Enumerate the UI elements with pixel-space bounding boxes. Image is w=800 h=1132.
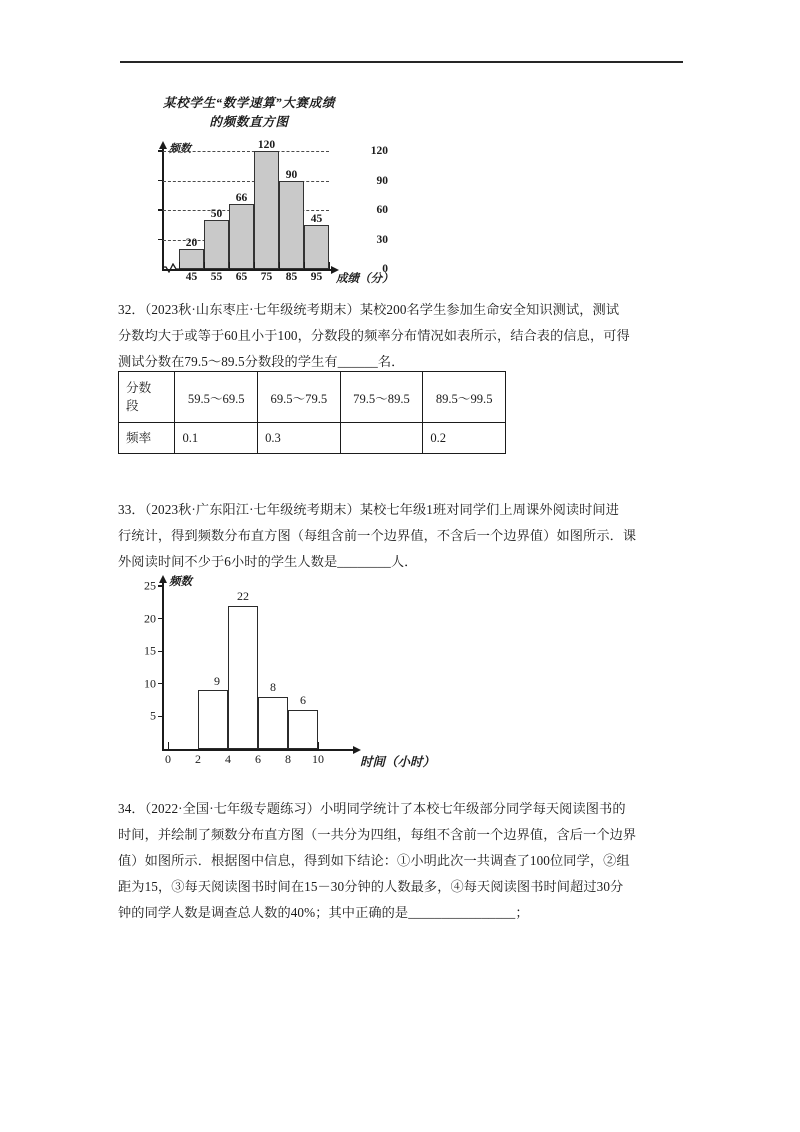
- chart1-bar-95: [304, 225, 329, 269]
- chart-frequency-histogram-speed-math: [118, 94, 394, 286]
- chart1-y-tickmark-30: [158, 239, 163, 240]
- question-34-line-3: 值）如图所示．根据图中信息，得到如下结论：①小明此次一共调查了100位同学，②组: [118, 853, 630, 868]
- chart2-y-tickmark-5: [158, 716, 163, 717]
- chart2-y-tickmark-20: [158, 618, 163, 619]
- chart1-gridline-120: [163, 151, 329, 152]
- question-32-text: [118, 297, 684, 375]
- chart1-x-tickmark-2: [229, 262, 230, 270]
- question-32-line-3: 测试分数在79.5～89.5分数段的学生有______名．: [118, 354, 405, 369]
- question-33-line-2: 行统计，得到频数分布直方图（每组含前一个边界值，不含后一个边界值）如图所示．课: [118, 528, 637, 543]
- chart1-plot-area: [118, 139, 394, 286]
- question-32-line-2: 分数均大于或等于60且小于100，分数段的频率分布情况如表所示，结合表的信息，可得: [118, 328, 630, 343]
- table-cell-frequency-2: [340, 423, 423, 454]
- chart1-x-tickmark-0: [179, 262, 180, 270]
- chart1-x-tickmark-3: [254, 262, 255, 270]
- chart2-x-tick-6: 6: [255, 752, 261, 766]
- chart2-bar-4-6: [228, 606, 258, 749]
- chart1-y-tick-0: 0: [382, 263, 388, 275]
- chart2-x-tickmark-10: [318, 742, 319, 750]
- chart1-title-line2: 的频数直方图: [209, 115, 289, 129]
- chart2-x-tickmark-0: [168, 742, 169, 750]
- chart1-y-axis-label: 频数: [169, 143, 191, 155]
- question-34-line-2: 时间，并绘制了频数分布直方图（一共分为四组，每组不含前一个边界值，含后一个边界: [118, 827, 637, 842]
- table-cell-frequency-1: 0.3: [258, 423, 341, 454]
- chart1-y-tickmark-120: [158, 150, 163, 151]
- question-34-text: [118, 796, 684, 926]
- chart1-y-axis-arrow-icon: [159, 141, 167, 149]
- chart2-y-tickmark-10: [158, 683, 163, 684]
- chart1-bar-55: [204, 220, 229, 269]
- chart1-bar-45: [179, 249, 204, 269]
- question-32-frequency-table: [118, 371, 506, 454]
- chart2-bar-value-2-4: 9: [214, 674, 220, 688]
- chart1-bar-75: [254, 151, 279, 269]
- question-32-line-1: 32．（2023秋·山东枣庄·七年级统考期末）某校200名学生参加生命安全知识测试，测试: [118, 302, 620, 317]
- chart2-bar-6-8: [258, 697, 288, 749]
- chart2-x-tick-10: 10: [312, 752, 324, 766]
- chart2-y-tick-10: 10: [144, 676, 156, 691]
- table-row-frequencies: [119, 423, 506, 454]
- chart1-x-tickmark-4: [279, 262, 280, 270]
- question-34-line-4: 距为15，③每天阅读图书时间在15－30分钟的人数最多，④每天阅读图书时间超过30分: [118, 879, 624, 894]
- question-34-line-1: 34．（2022·全国·七年级专题练习）小明同学统计了本校七年级部分同学每天阅读图书的: [118, 801, 626, 816]
- chart1-bar-value-55: 50: [210, 207, 223, 220]
- chart1-bar-value-45: 20: [185, 237, 198, 250]
- chart2-x-tick-0: 0: [165, 752, 171, 766]
- chart2-x-tick-8: 8: [285, 752, 291, 766]
- chart2-x-tick-2: 2: [195, 752, 201, 766]
- table-cell-frequency-3: 0.2: [423, 423, 506, 454]
- chart2-y-tick-20: 20: [144, 611, 156, 626]
- chart1-bar-85: [279, 181, 304, 270]
- table-header-frequency: 频率: [119, 423, 175, 454]
- table-cell-range-1: 69.5～79.5: [258, 372, 341, 423]
- chart2-y-axis-label: 频数: [169, 576, 192, 588]
- table-row-score-ranges: [119, 372, 506, 423]
- header-rule: [120, 61, 683, 63]
- chart2-y-axis: [162, 582, 164, 750]
- chart1-x-tickmark-1: [204, 262, 205, 270]
- chart1-bar-65: [229, 204, 254, 269]
- chart1-y-tick-30: 30: [376, 233, 388, 246]
- table-cell-range-2: 79.5～89.5: [340, 372, 423, 423]
- chart1-x-tick-95: 95: [310, 271, 323, 283]
- chart1-x-tick-75: 75: [260, 271, 273, 283]
- chart1-y-tickmark-90: [158, 180, 163, 181]
- chart1-bar-value-65: 66: [235, 192, 248, 205]
- chart1-bar-value-95: 45: [310, 212, 323, 225]
- chart1-x-tickmark-6: [329, 262, 330, 270]
- chart2-x-axis-label: 时间（小时）: [360, 755, 436, 769]
- table-cell-range-3: 89.5～99.5: [423, 372, 506, 423]
- table-header-score-range: [119, 372, 175, 423]
- chart1-y-tickmark-60: [158, 209, 163, 210]
- chart1-x-axis-label: 成绩（分）: [336, 273, 394, 285]
- table-header-score-range-line2: 段: [126, 399, 139, 413]
- table-cell-range-0: 59.5～69.5: [175, 372, 258, 423]
- chart1-y-tick-120: 120: [370, 145, 388, 157]
- chart2-bar-value-6-8: 8: [270, 680, 276, 694]
- chart2-x-tick-4: 4: [225, 752, 231, 766]
- chart2-bar-2-4: [198, 690, 228, 749]
- chart1-bar-value-75: 120: [257, 139, 276, 151]
- chart2-y-tick-5: 5: [150, 708, 156, 723]
- chart2-y-tick-15: 15: [144, 643, 156, 658]
- table-cell-frequency-0: 0.1: [175, 423, 258, 454]
- chart1-title-line1: 某校学生“数学速算”大赛成绩: [162, 96, 336, 110]
- question-33-line-3: 外阅读时间不少于6小时的学生人数是________人．: [118, 554, 418, 569]
- chart2-bar-value-4-6: 22: [237, 589, 249, 603]
- chart1-x-tick-45: 45: [185, 271, 198, 283]
- chart1-bar-value-85: 90: [285, 168, 298, 181]
- chart1-title: [118, 94, 380, 132]
- chart1-x-tick-85: 85: [285, 271, 298, 283]
- chart1-axis-break-icon: [162, 263, 179, 273]
- question-33-line-1: 33．（2023秋·广东阳江·七年级统考期末）某校七年级1班对同学们上周课外阅读时间进: [118, 502, 620, 517]
- question-34-line-5: 钟的同学人数是调查总人数的40%；其中正确的是________________；: [118, 905, 529, 920]
- chart1-x-tickmark-5: [304, 262, 305, 270]
- chart2-y-tick-25: 25: [144, 578, 156, 593]
- question-33-text: [118, 497, 684, 575]
- chart1-x-tick-55: 55: [210, 271, 223, 283]
- chart2-y-tickmark-25: [158, 585, 163, 586]
- chart1-gridline-90: [163, 181, 329, 182]
- chart2-bar-value-8-10: 6: [300, 693, 306, 707]
- chart2-y-axis-arrow-icon: [159, 575, 167, 583]
- chart2-y-tickmark-15: [158, 651, 163, 652]
- chart2-bar-8-10: [288, 710, 318, 749]
- chart1-x-tick-65: 65: [235, 271, 248, 283]
- table-header-score-range-line1: 分数: [126, 381, 152, 395]
- chart-reading-time-histogram: [120, 572, 440, 782]
- chart1-y-tick-90: 90: [376, 174, 388, 187]
- chart1-y-tick-60: 60: [376, 204, 388, 216]
